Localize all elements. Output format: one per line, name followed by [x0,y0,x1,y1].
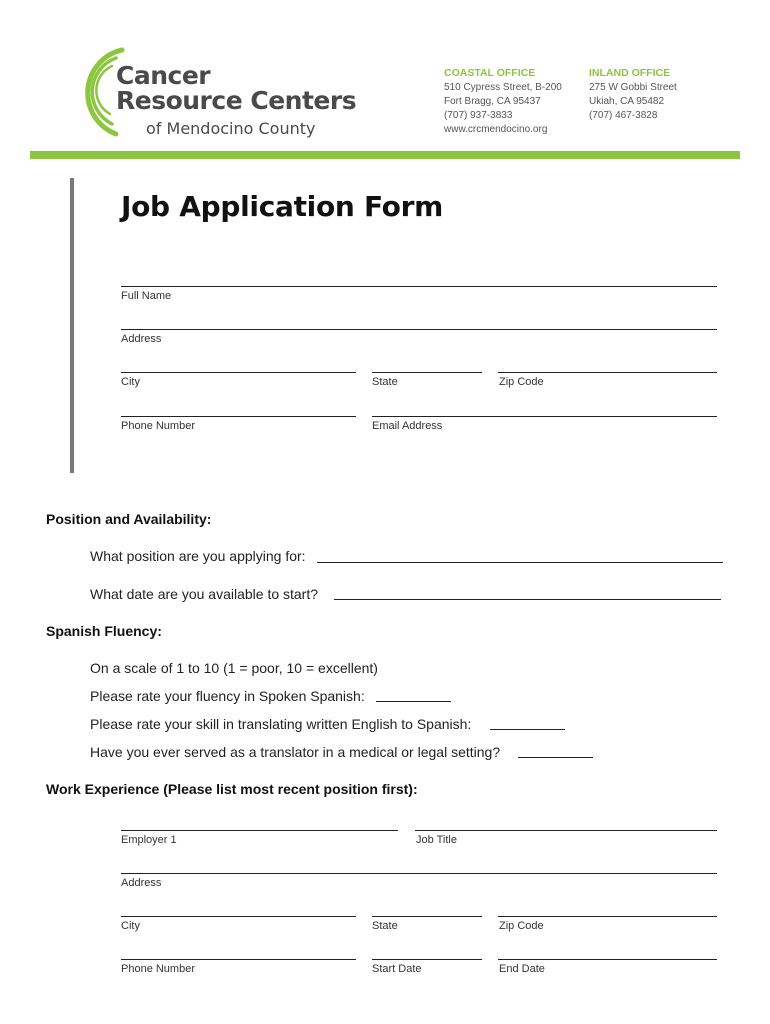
inland-office-phone: (707) 467-3828 [589,110,658,121]
zip-label: Zip Code [499,376,544,388]
city-field[interactable] [121,372,356,373]
position-field[interactable] [317,562,723,563]
start-date-label: Start Date [372,963,422,975]
start-date-question: What date are you available to start? [90,586,319,602]
work-city-field[interactable] [121,916,356,917]
work-city-label: City [121,920,140,932]
inland-office-address1: 275 W Gobbi Street [589,82,677,93]
translator-experience-question: Have you ever served as a translator in a medical or legal setting? [90,744,501,760]
job-title-field[interactable] [415,830,717,831]
spoken-spanish-field[interactable] [376,701,451,702]
logo-text-resource-centers: Resource Centers [116,86,357,115]
inland-office-title: INLAND OFFICE [589,67,671,79]
phone-label: Phone Number [121,420,195,432]
position-question: What position are you applying for: [90,548,306,564]
employer-label: Employer 1 [121,834,177,846]
header-divider [30,151,740,159]
spanish-heading: Spanish Fluency: [46,623,162,639]
logo-text-cancer: Cancer [116,61,211,90]
work-heading: Work Experience (Please list most recent position first): [46,781,418,797]
translation-skill-question: Please rate your skill in translating written English to Spanish: [90,716,472,732]
state-label: State [372,376,398,388]
end-date-field[interactable] [498,959,717,960]
work-address-label: Address [121,877,162,889]
employer-field[interactable] [121,830,398,831]
address-field[interactable] [121,329,717,330]
job-title-label: Job Title [416,834,457,846]
coastal-office-address1: 510 Cypress Street, B-200 [444,82,562,93]
coastal-office-title: COASTAL OFFICE [444,67,536,79]
full-name-label: Full Name [121,290,172,302]
inland-office-block [589,66,677,123]
coastal-office-website[interactable]: www.crcmendocino.org [444,124,548,135]
start-date-field[interactable] [334,599,721,600]
work-zip-field[interactable] [498,916,717,917]
city-label: City [121,376,140,388]
logo-text-county: of Mendocino County [146,119,316,138]
translation-skill-field[interactable] [490,729,565,730]
form-title: Job Application Form [121,190,444,223]
email-field[interactable] [372,416,717,417]
coastal-office-block [444,66,562,137]
work-phone-label: Phone Number [121,963,195,975]
translator-experience-field[interactable] [518,757,593,758]
coastal-office-phone: (707) 937-3833 [444,110,513,121]
start-date-work-field[interactable] [372,959,482,960]
inland-office-address2: Ukiah, CA 95482 [589,96,665,107]
email-label: Email Address [372,420,443,432]
address-label: Address [121,333,162,345]
phone-field[interactable] [121,416,356,417]
work-address-field[interactable] [121,873,717,874]
zip-field[interactable] [498,372,717,373]
spoken-spanish-question: Please rate your fluency in Spoken Spanish: [90,688,365,704]
spanish-scale-text: On a scale of 1 to 10 (1 = poor, 10 = excellent) [90,660,378,676]
work-state-field[interactable] [372,916,482,917]
coastal-office-address2: Fort Bragg, CA 95437 [444,96,541,107]
full-name-field[interactable] [121,286,717,287]
end-date-label: End Date [499,963,545,975]
position-heading: Position and Availability: [46,511,212,527]
state-field[interactable] [372,372,482,373]
work-phone-field[interactable] [121,959,356,960]
section-side-bar [70,178,74,473]
work-zip-label: Zip Code [499,920,544,932]
work-state-label: State [372,920,398,932]
